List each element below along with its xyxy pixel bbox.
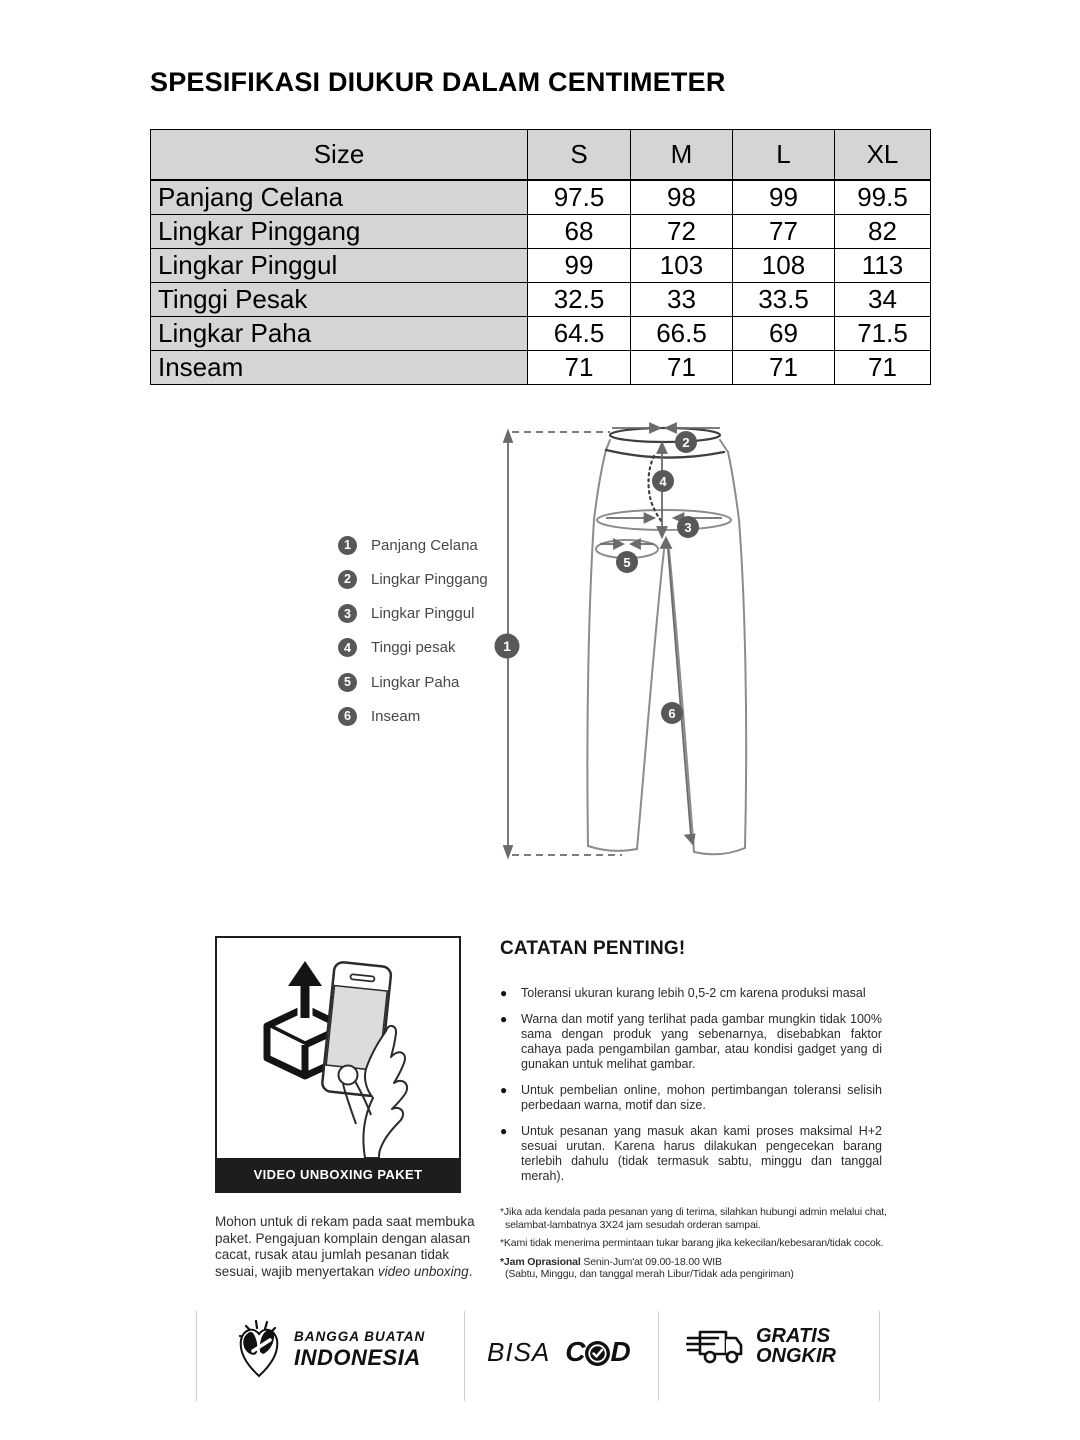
divider: [879, 1311, 880, 1401]
notes-footnotes: [500, 1206, 905, 1281]
bbi-line1: BANGGA BUATAN: [294, 1329, 426, 1344]
marker-circle-3: [677, 516, 699, 538]
heart-burst-icon: [234, 1318, 284, 1382]
legend-label: Inseam: [371, 707, 421, 725]
size-table-row: [151, 249, 931, 283]
size-table-header-cell: Size: [151, 130, 528, 181]
measurement-legend: [338, 534, 488, 740]
footnote-line: *Jika ada kendala pada pesanan yang di terima, silahkan hubungi admin melalui chat,: [500, 1206, 887, 1218]
size-row-label: Lingkar Paha: [151, 317, 528, 351]
size-value-cell: 98: [631, 180, 733, 215]
legend-number-badge: 6: [338, 707, 357, 726]
size-value-cell: 34: [835, 283, 931, 317]
legend-item: [338, 534, 488, 556]
footnote: [500, 1206, 905, 1231]
pants-outline: [587, 440, 746, 854]
bbi-line2: INDONESIA: [294, 1345, 421, 1370]
bullet-text: Untuk pembelian online, mohon pertimbangan toleransi selisih perbedaan warna, motif dan size.: [521, 1083, 882, 1112]
size-value-cell: 99.5: [835, 180, 931, 215]
footnote-line: *Jam Oprasional Senin-Jum'at 09.00-18.00 WIB: [500, 1255, 722, 1268]
svg-text:4: 4: [659, 474, 667, 489]
size-table-row: [151, 317, 931, 351]
marker-circle-4: [652, 470, 674, 492]
size-value-cell: 33.5: [733, 283, 835, 317]
gratis-line2: ONGKIR: [756, 1345, 836, 1367]
legend-number-badge: 4: [338, 638, 357, 657]
bullet-text: Toleransi ukuran kurang lebih 0,5-2 cm karena produksi masal: [521, 986, 866, 1000]
bullet-dot: ●: [500, 1124, 508, 1138]
svg-text:3: 3: [684, 520, 692, 535]
size-value-cell: 113: [835, 249, 931, 283]
hand-holding-phone-scanning-box-icon: [217, 938, 459, 1158]
size-value-cell: 69: [733, 317, 835, 351]
divider: [658, 1311, 659, 1401]
size-value-cell: 71.5: [835, 317, 931, 351]
badge-gratis-ongkir: [686, 1324, 836, 1368]
footnote-line: (Sabtu, Minggu, dan tanggal merah Libur/Tidak ada pengiriman): [505, 1268, 794, 1280]
footnote: [500, 1237, 905, 1250]
size-row-label: Tinggi Pesak: [151, 283, 528, 317]
legend-number-badge: 2: [338, 570, 357, 589]
arrow-up-icon: [285, 958, 325, 1018]
gratis-line1: GRATIS: [756, 1325, 831, 1347]
legend-label: Tinggi pesak: [371, 639, 456, 657]
bullet-dot: ●: [500, 1012, 508, 1026]
notes-heading: CATATAN PENTING!: [500, 938, 686, 959]
size-table-header-cell: M: [631, 130, 733, 181]
size-value-cell: 68: [528, 215, 631, 249]
footnote-line: selambat-lambatnya 3X24 jam sesudah orderan sampai.: [505, 1218, 761, 1231]
legend-item: [338, 603, 488, 625]
cod-letter-d: D: [610, 1336, 631, 1367]
legend-label: Lingkar Pinggul: [371, 605, 475, 623]
size-value-cell: 99: [733, 180, 835, 215]
marker-circle-6: [661, 702, 683, 724]
size-value-cell: 97.5: [528, 180, 631, 215]
bullet-dot: ●: [500, 1083, 508, 1097]
notes-bullet-list: [500, 986, 882, 1184]
legend-item: [338, 568, 488, 590]
size-value-cell: 66.5: [631, 317, 733, 351]
size-value-cell: 99: [528, 249, 631, 283]
marker-circle-5: [616, 551, 638, 573]
size-table-row: [151, 351, 931, 385]
footnote-line: *Kami tidak menerima permintaan tukar barang jika kekecilan/kebesaran/tidak cocok.: [500, 1237, 884, 1249]
size-value-cell: 103: [631, 249, 733, 283]
size-value-cell: 33: [631, 283, 733, 317]
legend-number-badge: 5: [338, 673, 357, 692]
size-row-label: Panjang Celana: [151, 180, 528, 215]
note-bullet-item: [500, 1083, 882, 1113]
legend-number-badge: 1: [338, 536, 357, 555]
note-bullet-item: [500, 986, 882, 1001]
cod-prefix: BISA: [487, 1336, 551, 1367]
size-value-cell: 71: [733, 351, 835, 385]
svg-text:5: 5: [623, 555, 631, 570]
important-notes-section: [500, 938, 887, 1287]
size-value-cell: 72: [631, 215, 733, 249]
legend-item: [338, 671, 488, 693]
size-value-cell: 71: [528, 351, 631, 385]
size-table-row: [151, 215, 931, 249]
size-value-cell: 32.5: [528, 283, 631, 317]
size-table-header: [151, 130, 931, 181]
legend-label: Lingkar Paha: [371, 673, 460, 691]
diagram-number-markers: [495, 431, 700, 724]
legend-item: [338, 637, 488, 659]
size-value-cell: 108: [733, 249, 835, 283]
bullet-dot: ●: [500, 986, 508, 1000]
size-spec-table: [150, 129, 931, 385]
size-value-cell: 82: [835, 215, 931, 249]
size-value-cell: 77: [733, 215, 835, 249]
badge-bangga-buatan-indonesia: [234, 1318, 425, 1382]
legend-number-badge: 3: [338, 604, 357, 623]
svg-text:2: 2: [682, 435, 690, 450]
footnote: [500, 1256, 905, 1281]
size-table-row: [151, 180, 931, 215]
delivery-truck-icon: [686, 1324, 748, 1368]
size-table-header-cell: XL: [835, 130, 931, 181]
marker-circle-2: [675, 431, 697, 453]
cod-letter-c: C: [565, 1336, 586, 1367]
size-row-label: Lingkar Pinggang: [151, 215, 528, 249]
caption-italic-text: video unboxing: [377, 1263, 469, 1279]
divider: [196, 1311, 197, 1401]
note-bullet-item: [500, 1124, 882, 1184]
bullet-text: Warna dan motif yang terlihat pada gambar mungkin tidak 100% sama dengan produk yang sebenarnya, disebabkan faktor cahaya pada pengambilan gambar, atau kondisi gadget yang di gunakan untuk melihat gambar.: [521, 1012, 882, 1071]
size-row-label: Inseam: [151, 351, 528, 385]
pants-measurement-diagram-icon: [480, 418, 780, 868]
caption-text: Mohon untuk di rekam pada saat membuka paket. Pengajuan komplain dengan alasan cacat, rusak atau jumlah pesanan tidak sesuai, wajib menyertakan: [215, 1214, 475, 1279]
svg-text:6: 6: [668, 706, 676, 721]
divider: [464, 1311, 465, 1401]
video-unboxing-panel: [215, 936, 461, 1193]
size-value-cell: 64.5: [528, 317, 631, 351]
legend-label: Lingkar Pinggang: [371, 570, 488, 588]
legend-label: Panjang Celana: [371, 536, 478, 554]
badge-bisa-cod: [487, 1336, 631, 1368]
unboxing-banner: VIDEO UNBOXING PAKET: [217, 1158, 459, 1191]
size-table-header-cell: L: [733, 130, 835, 181]
size-table-header-cell: S: [528, 130, 631, 181]
size-row-label: Lingkar Pinggul: [151, 249, 528, 283]
check-circle-badge-icon: [584, 1340, 611, 1367]
svg-text:1: 1: [503, 638, 511, 654]
unboxing-caption: [215, 1214, 479, 1280]
caption-period: .: [468, 1263, 473, 1279]
footnote-bold-text: *Jam Oprasional: [500, 1255, 581, 1268]
size-value-cell: 71: [631, 351, 733, 385]
marker-circle-1: [495, 634, 520, 659]
legend-item: [338, 705, 488, 727]
bullet-text: Untuk pesanan yang masuk akan kami proses maksimal H+2 sesuai urutan. Karena harus dilakukan pengecekan barang terlebih dahulu (tidak termasuk sabtu, minggu dan tanggal merah).: [521, 1124, 882, 1183]
size-table-row: [151, 283, 931, 317]
note-bullet-item: [500, 1012, 882, 1072]
page-title: SPESIFIKASI DIUKUR DALAM CENTIMETER: [150, 67, 726, 97]
size-value-cell: 71: [835, 351, 931, 385]
